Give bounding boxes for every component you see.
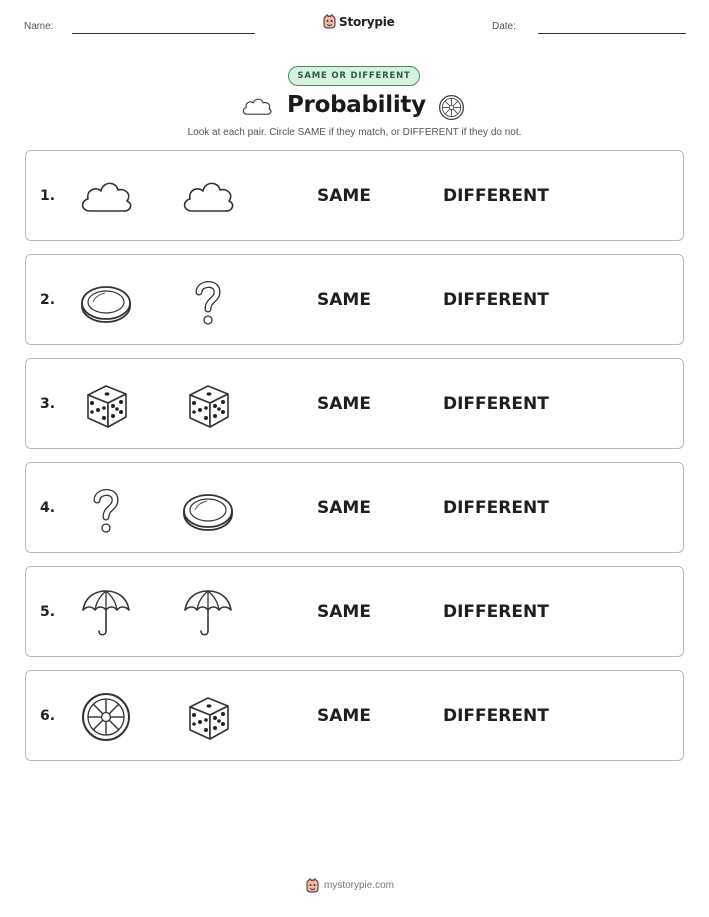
right-picture bbox=[180, 275, 236, 327]
different-option[interactable]: DIFFERENT bbox=[443, 394, 549, 414]
right-picture bbox=[180, 171, 236, 223]
question-number: 6. bbox=[40, 708, 56, 724]
right-picture bbox=[180, 379, 236, 431]
right-picture bbox=[180, 587, 236, 639]
right-picture bbox=[180, 483, 236, 535]
question-row-3 bbox=[25, 358, 684, 449]
question-row-2 bbox=[25, 254, 684, 345]
different-option[interactable]: DIFFERENT bbox=[443, 602, 549, 622]
footer bbox=[306, 878, 394, 893]
wheel-icon bbox=[78, 691, 134, 743]
question-row-4 bbox=[25, 462, 684, 553]
question-number: 5. bbox=[40, 604, 56, 620]
dice-icon bbox=[180, 691, 236, 743]
left-picture bbox=[78, 275, 134, 327]
page-title: Probability bbox=[287, 92, 426, 118]
same-option[interactable]: SAME bbox=[317, 290, 371, 310]
section-badge: SAME OR DIFFERENT bbox=[288, 66, 420, 86]
different-option[interactable]: DIFFERENT bbox=[443, 290, 549, 310]
date-label: Date: bbox=[492, 21, 516, 32]
wheel-icon bbox=[438, 94, 465, 125]
instructions: Look at each pair. Circle SAME if they match, or DIFFERENT if they do not. bbox=[187, 127, 522, 138]
different-option[interactable]: DIFFERENT bbox=[443, 186, 549, 206]
right-picture bbox=[180, 691, 236, 743]
storypie-logo-icon bbox=[323, 14, 336, 29]
footer-url[interactable]: mystorypie.com bbox=[324, 880, 395, 891]
umbrella-icon bbox=[180, 587, 236, 639]
question-number: 4. bbox=[40, 500, 56, 516]
same-option[interactable]: SAME bbox=[317, 186, 371, 206]
question-number: 2. bbox=[40, 292, 56, 308]
coin-icon bbox=[180, 483, 236, 535]
question-row-5 bbox=[25, 566, 684, 657]
question-row-1 bbox=[25, 150, 684, 241]
coin-icon bbox=[78, 275, 134, 327]
left-picture bbox=[78, 379, 134, 431]
umbrella-icon bbox=[78, 587, 134, 639]
left-picture bbox=[78, 691, 134, 743]
left-picture bbox=[78, 483, 134, 535]
question-icon bbox=[180, 275, 236, 327]
dice-icon bbox=[180, 379, 236, 431]
same-option[interactable]: SAME bbox=[317, 706, 371, 726]
different-option[interactable]: DIFFERENT bbox=[443, 498, 549, 518]
left-picture bbox=[78, 587, 134, 639]
storypie-logo-icon bbox=[306, 878, 319, 893]
brand-name: Storypie bbox=[339, 14, 395, 29]
left-picture bbox=[78, 171, 134, 223]
name-line[interactable] bbox=[72, 33, 255, 34]
date-line[interactable] bbox=[538, 33, 686, 34]
question-icon bbox=[78, 483, 134, 535]
different-option[interactable]: DIFFERENT bbox=[443, 706, 549, 726]
question-row-6 bbox=[25, 670, 684, 761]
same-option[interactable]: SAME bbox=[317, 602, 371, 622]
question-number: 3. bbox=[40, 396, 56, 412]
cloud-icon bbox=[78, 171, 134, 223]
cloud-icon bbox=[180, 171, 236, 223]
same-option[interactable]: SAME bbox=[317, 394, 371, 414]
question-number: 1. bbox=[40, 188, 56, 204]
dice-icon bbox=[78, 379, 134, 431]
brand-logo bbox=[323, 14, 395, 29]
cloud-icon bbox=[240, 95, 274, 123]
name-label: Name: bbox=[24, 21, 54, 32]
same-option[interactable]: SAME bbox=[317, 498, 371, 518]
